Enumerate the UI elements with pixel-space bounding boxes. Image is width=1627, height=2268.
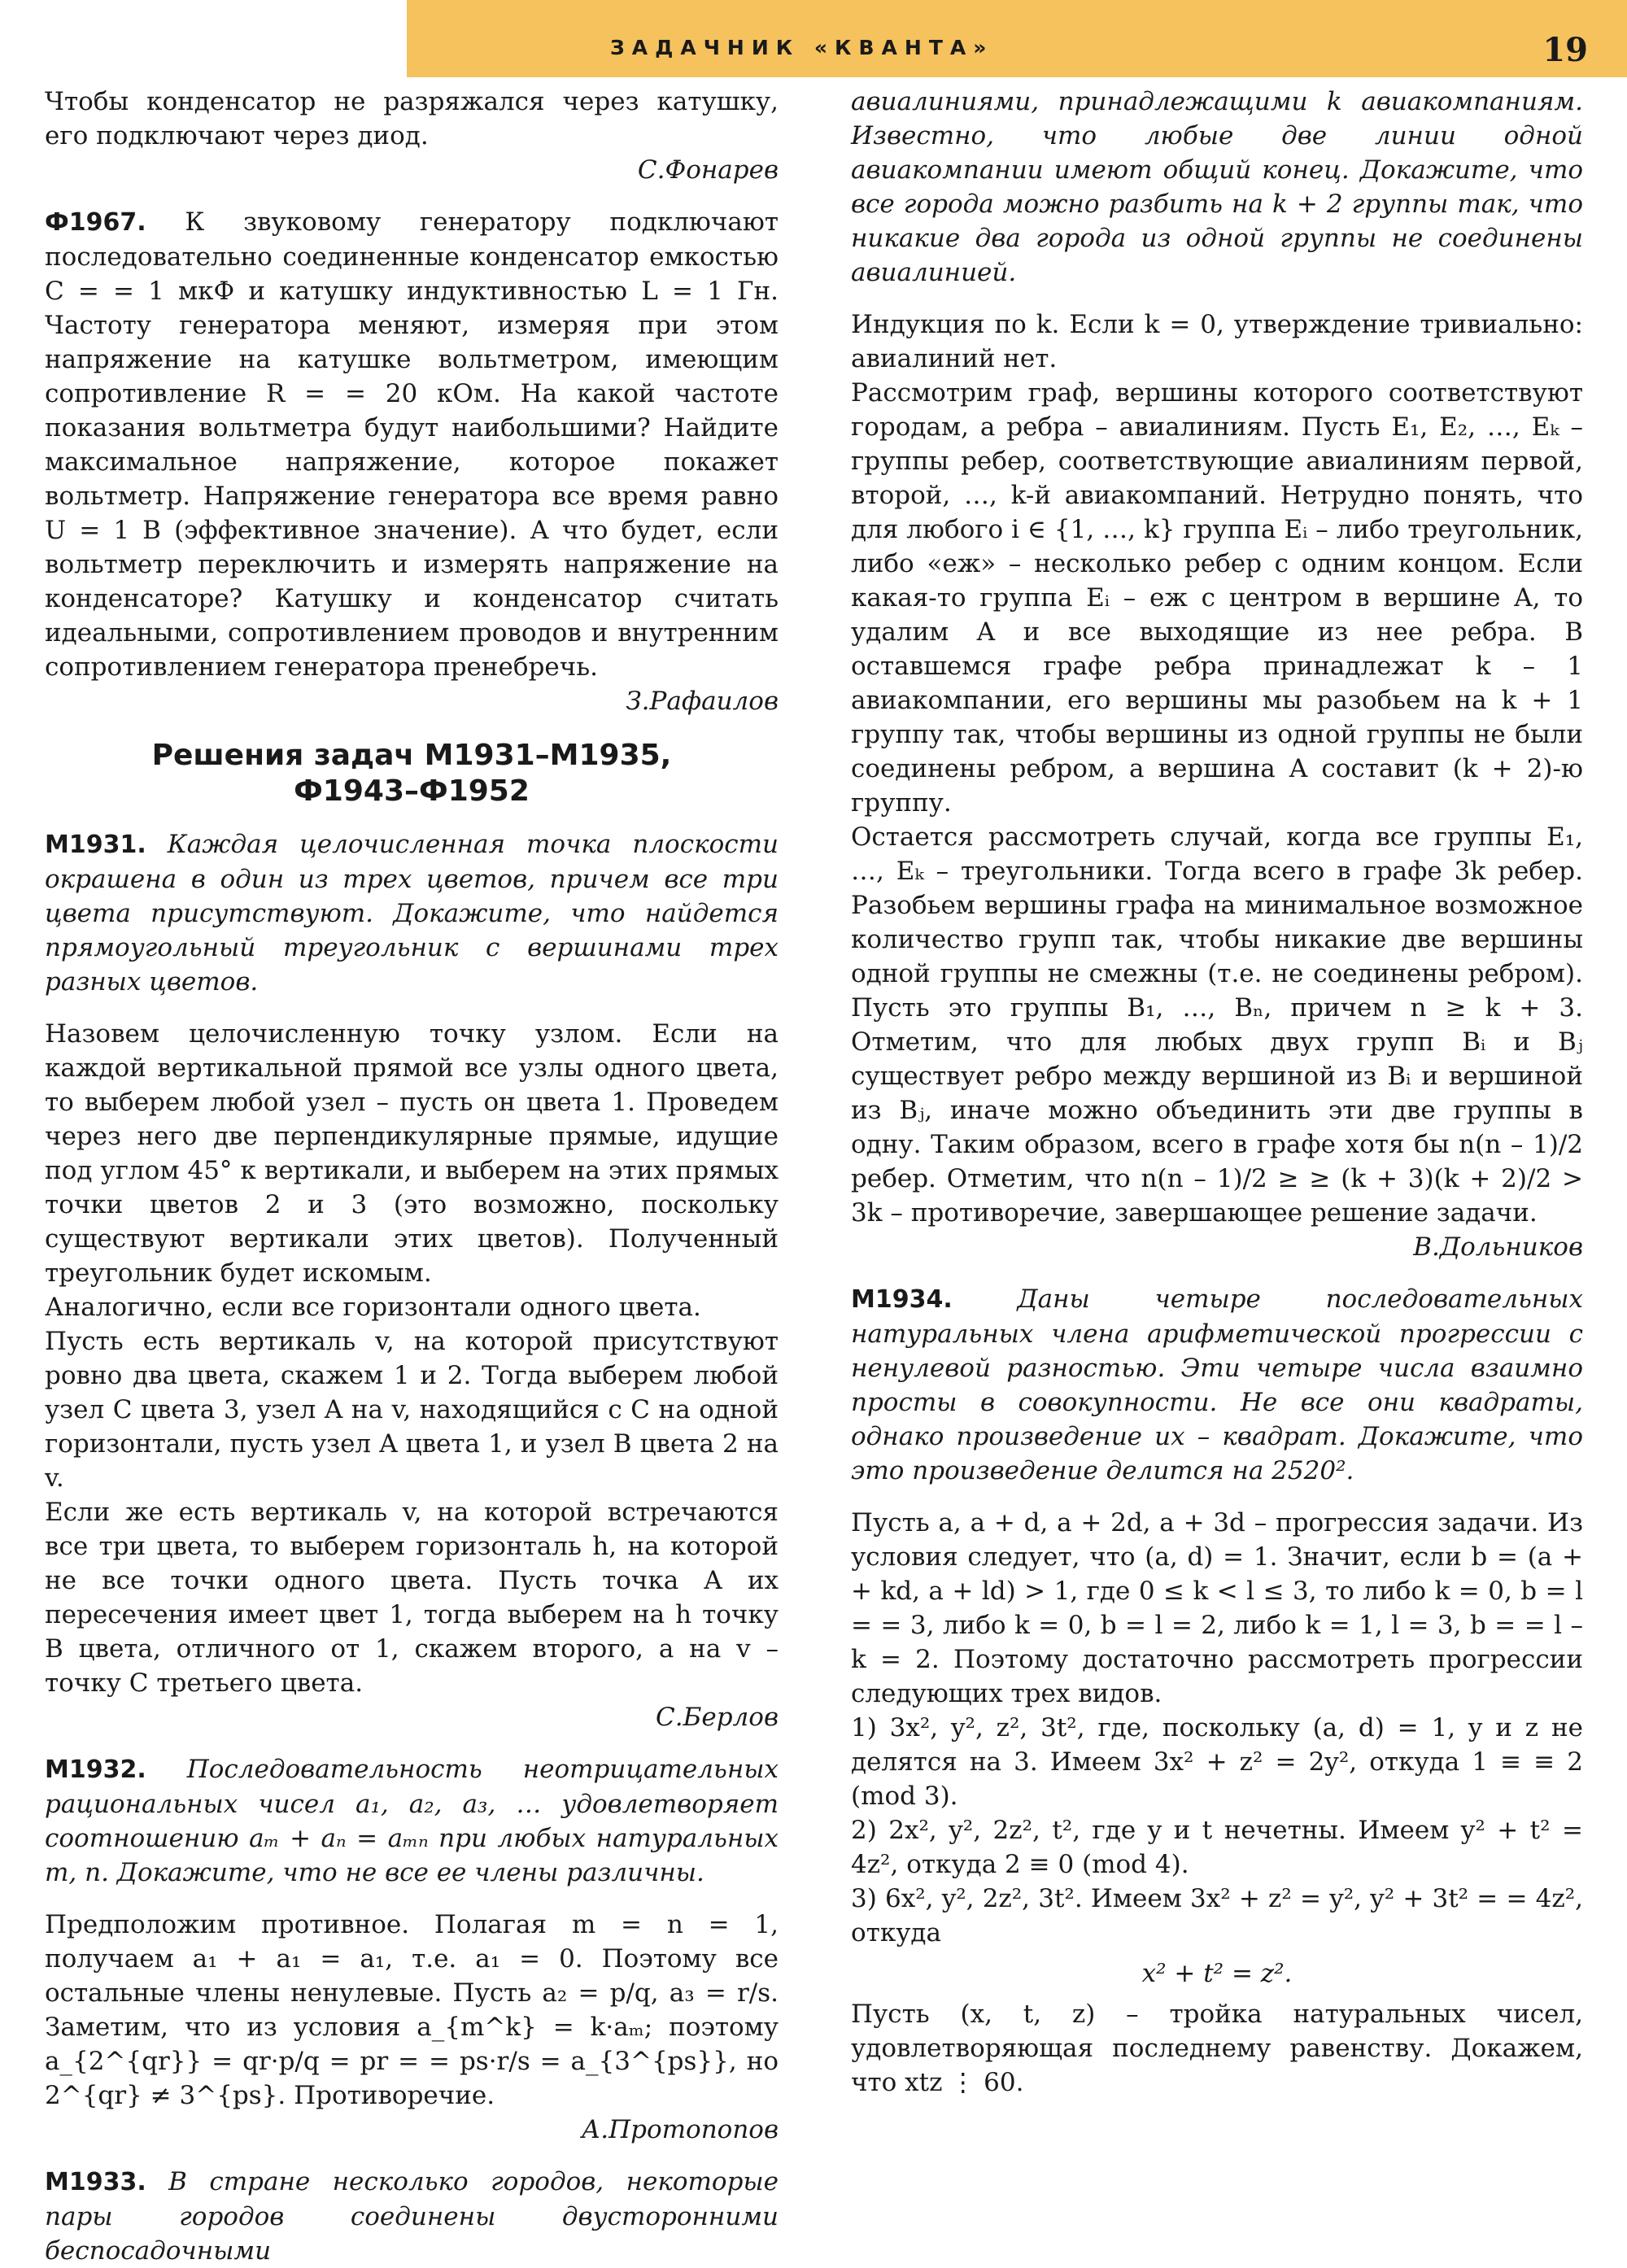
solution-paragraph: Пусть (x, t, z) – тройка натуральных чисел, удовлетворяющая последнему равенству. Докажем, что xtz ⋮ 60. — [851, 2000, 1583, 2097]
solution-paragraph: Остается рассмотреть случай, когда все группы E₁, …, Eₖ – треугольники. Тогда всего в графе 3k ребер. Разобьем вершины графа на минимальное возможное количество групп так, чтобы никакие две вершины одной группы не смежны (т.е. не соединены ребром). Пусть это группы B₁, …, Bₙ, причем n ≥ k + 3. Отметим, что для любых двух групп Bᵢ и Bⱼ существует ребро между вершиной из Bᵢ и вершиной из Bⱼ, иначе можно объединить эти две группы в одну. Таким образом, всего в графе хотя бы n(n – 1)/2 ребер. Отметим, что n(n – 1)/2 ≥ ≥ (k + 3)(k + 2)/2 > 3k – противоречие, завершающее решение задачи. — [851, 822, 1583, 1228]
right-column — [851, 85, 1583, 2100]
section-title-line: Решения задач М1931–М1935, — [151, 739, 672, 772]
problem-statement: Даны четыре последовательных натуральных члена арифметической прогрессии с ненулевой разностью. Эти четыре числа взаимно просты в совокупности. Не все они квадраты, однако произведение их – квадрат. Докажите, что это произведение делится на 2520². — [851, 1284, 1583, 1485]
problem-m1932 — [45, 1752, 779, 1890]
intro-paragraph: Чтобы конденсатор не разряжался через катушку, его подключают через диод. — [45, 87, 779, 150]
problem-label: М1931. — [45, 831, 146, 859]
header-band — [407, 0, 1627, 77]
author-signature: З.Рафаилов — [626, 687, 779, 716]
solution-paragraph: Пусть a, a + d, a + 2d, a + 3d – прогрессия задачи. Из условия следует, что (a, d) = 1. Значит, если b = (a + + kd, a + ld) > 1, где 0 ≤ k < l ≤ 3, то либо k = 0, b = l = = 3, либо k = 0, b = l = 2, либо k = 1, l = 3, b = = l – k = 2. Поэтому достаточно рассмотреть прогрессии следующих трех видов. — [851, 1508, 1583, 1708]
solution-case: 1) 3x², y², z², 3t², где, поскольку (a, d) = 1, y и z не делятся на 3. Имеем 3x² + z² = 2y², откуда 1 ≡ ≡ 2 (mod 3). — [851, 1713, 1583, 1811]
solution-paragraph: Предположим противное. Полагая m = n = 1, получаем a₁ + a₁ = a₁, т.е. a₁ = 0. Поэтому все остальные члены ненулевые. Пусть a₂ = p/q, a₃ = r/s. Заметим, что из условия a_{m^k} = k·aₘ; поэтому a_{2^{qr}} = qr·p/q = pr = = ps·r/s = a_{3^{ps}}, но 2^{qr} ≠ 3^{ps}. Противоречие. — [45, 1910, 779, 2110]
problem-label: М1933. — [45, 2168, 146, 2196]
problem-m1933 — [45, 2165, 779, 2268]
problem-m1934 — [851, 1282, 1583, 1488]
solution-case: 2) 2x², y², 2z², t², где y и t нечетны. Имеем y² + t² = 4z², откуда 2 ≡ 0 (mod 4). — [851, 1816, 1583, 1879]
author-signature: А.Протопопов — [581, 2115, 779, 2144]
solution-paragraph: Аналогично, если все горизонтали одного цвета. — [45, 1293, 701, 1322]
left-column — [45, 85, 779, 2268]
section-title-line: Ф1943–Ф1952 — [294, 774, 530, 808]
solution-paragraph: Назовем целочисленную точку узлом. Если на каждой вертикальной прямой все узлы одного цвета, то выберем любой узел – пусть он цвета 1. Проведем через него две перпендикулярные прямые, идущие под углом 45° к вертикали, и выберем на этих прямых точки цветов 2 и 3 (это возможно, поскольку существуют вертикали этих цветов). Полученный треугольник будет искомым. — [45, 1019, 779, 1288]
author-signature: С.Фонарев — [637, 155, 779, 185]
problem-f1967 — [45, 205, 779, 684]
solution-paragraph: Рассмотрим граф, вершины которого соответствуют городам, а ребра – авиалиниям. Пусть E₁, E₂, …, Eₖ – группы ребер, соответствующие авиалиниям первой, второй, …, k-й авиакомпаний. Нетрудно понять, что для любого i ∈ {1, …, k} группа Eᵢ – либо треугольник, либо «еж» – несколько ребер с одним концом. Если какая-то группа Eᵢ – еж с центром в вершине A, то удалим A и все выходящие из нее ребра. В оставшемся графе ребра принадлежат k – 1 авиакомпании, его вершины мы разобьем на k + 1 группу так, чтобы вершины из одной группы не были соединены ребром, а вершина A составит (k + 2)-ю группу. — [851, 378, 1583, 818]
problem-text: К звуковому генератору подключают последовательно соединенные конденсатор емкостью C = = 1 мкФ и катушку индуктивностью L = 1 Гн. Частоту генератора меняют, измеряя при этом напряжение на катушке вольтметром, имеющим сопротивление R = = 20 кОм. На какой частоте показания вольтметра будут наибольшими? Найдите максимальное напряжение, которое покажет вольтметр. Напряжение генератора все время равно U = 1 В (эффективное значение). А что будет, если вольтметр переключить и измерять напряжение на конденсаторе? Катушку и конденсатор считать идеальными, сопротивлением проводов и внутренним сопротивлением генератора пренебречь. — [45, 207, 779, 682]
solution-paragraph: Индукция по k. Если k = 0, утверждение тривиально: авиалиний нет. — [851, 310, 1583, 373]
author-signature: В.Дольников — [1413, 1232, 1583, 1262]
problem-label: М1932. — [45, 1756, 146, 1784]
section-title — [45, 738, 779, 809]
problem-statement-continued: авиалиниями, принадлежащими k авиакомпаниям. Известно, что любые две линии одной авиакомпании имеют общий конец. Докажите, что все города можно разбить на k + 2 группы так, что никакие два города из одной группы не соединены авиалинией. — [851, 87, 1583, 287]
problem-label: М1934. — [851, 1285, 953, 1314]
author-signature: С.Берлов — [656, 1703, 779, 1732]
problem-statement: Последовательность неотрицательных рациональных чисел a₁, a₂, a₃, … удовлетворяет соотношению aₘ + aₙ = aₘₙ при любых натуральных m, n. Докажите, что не все ее члены различны. — [45, 1755, 779, 1887]
page-number: 19 — [1542, 31, 1588, 69]
solution-paragraph: Пусть есть вертикаль v, на которой присутствуют ровно два цвета, скажем 1 и 2. Тогда выберем любой узел C цвета 3, узел A на v, находящийся с C на одной горизонтали, пусть узел A цвета 1, и узел B цвета 2 на v. — [45, 1327, 779, 1493]
problem-statement: Каждая целочисленная точка плоскости окрашена в один из трех цветов, причем все три цвета присутствуют. Докажите, что найдется прямоугольный треугольник с вершинами трех разных цветов. — [45, 830, 779, 997]
problem-m1931 — [45, 827, 779, 999]
solution-paragraph: Если же есть вертикаль v, на которой встречаются все три цвета, то выберем горизонталь h, на которой не все точки одного цвета. Пусть точка A их пересечения имеет цвет 1, тогда выберем на h точку B цвета, отличного от 1, скажем второго, а на v – точку C третьего цвета. — [45, 1498, 779, 1698]
problem-statement: В стране несколько городов, некоторые пары городов соединены двусторонними беспосадочными — [45, 2167, 779, 2266]
display-formula: x² + t² = z². — [1141, 1959, 1293, 1988]
solution-case: 3) 6x², y², 2z², 3t². Имеем 3x² + z² = y², y² + 3t² = = 4z², откуда — [851, 1884, 1583, 1947]
problem-label: Ф1967. — [45, 208, 146, 237]
running-title: ЗАДАЧНИК «КВАНТА» — [610, 36, 994, 59]
